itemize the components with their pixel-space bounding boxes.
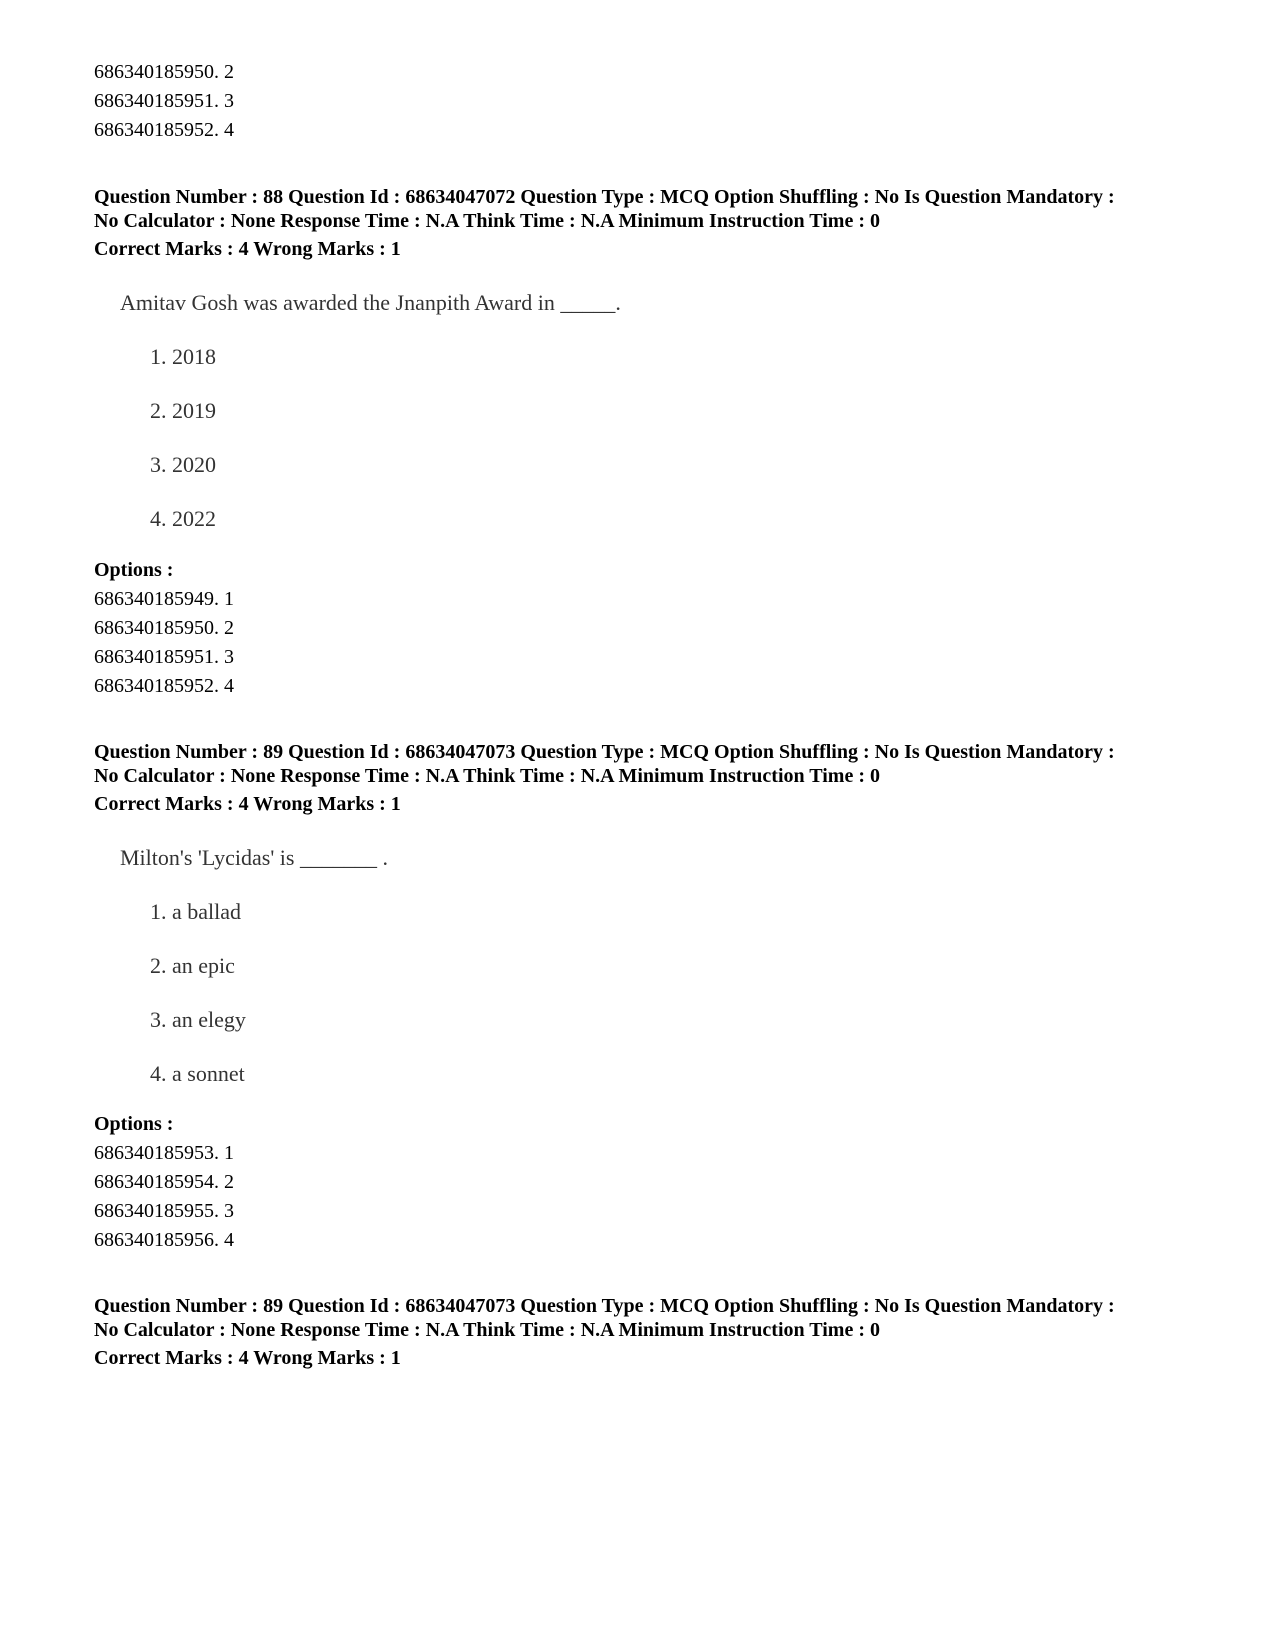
question-88-choice: 2. 2019 (150, 398, 216, 423)
question-89-choice: 1. a ballad (150, 899, 242, 924)
option-line: 686340185950. 2 (94, 61, 234, 83)
question-88-marks: Correct Marks : 4 Wrong Marks : 1 (94, 238, 401, 260)
question-89-repeat-marks: Correct Marks : 4 Wrong Marks : 1 (94, 1347, 401, 1369)
question-89-marks: Correct Marks : 4 Wrong Marks : 1 (94, 793, 401, 815)
option-line: 686340185951. 3 (94, 90, 234, 112)
question-89-repeat-header-line1: Question Number : 89 Question Id : 68634047073 Question Type : MCQ Option Shuffling : No Is Question Mandatory : (94, 1295, 1115, 1317)
question-88-header-line2: No Calculator : None Response Time : N.A Think Time : N.A Minimum Instruction Time : 0 (94, 210, 880, 232)
question-89-header-line1: Question Number : 89 Question Id : 68634047073 Question Type : MCQ Option Shuffling : No Is Question Mandatory : (94, 741, 1115, 763)
question-88-header-line1: Question Number : 88 Question Id : 68634047072 Question Type : MCQ Option Shuffling : No Is Question Mandatory : (94, 186, 1115, 208)
question-89-repeat-header-line2: No Calculator : None Response Time : N.A Think Time : N.A Minimum Instruction Time : 0 (94, 1319, 880, 1341)
option-line: 686340185955. 3 (94, 1200, 234, 1222)
option-line: 686340185949. 1 (94, 588, 234, 610)
question-88-choice: 4. 2022 (150, 506, 216, 531)
question-89-header-line2: No Calculator : None Response Time : N.A Think Time : N.A Minimum Instruction Time : 0 (94, 765, 880, 787)
option-line: 686340185950. 2 (94, 617, 234, 639)
question-89-choice: 3. an elegy (150, 1007, 246, 1032)
question-88-text: Amitav Gosh was awarded the Jnanpith Award in _____. (120, 290, 621, 315)
question-88-choice: 3. 2020 (150, 452, 216, 477)
question-89-choice: 2. an epic (150, 953, 235, 978)
option-line: 686340185953. 1 (94, 1142, 234, 1164)
question-88-choice: 1. 2018 (150, 344, 216, 369)
option-line: 686340185952. 4 (94, 119, 234, 141)
option-line: 686340185956. 4 (94, 1229, 234, 1251)
question-89-choice: 4. a sonnet (150, 1061, 245, 1086)
question-88-options-label: Options : (94, 559, 174, 581)
question-89-text: Milton's 'Lycidas' is _______ . (120, 845, 388, 870)
question-89-options-label: Options : (94, 1113, 174, 1135)
option-line: 686340185954. 2 (94, 1171, 234, 1193)
option-line: 686340185951. 3 (94, 646, 234, 668)
option-line: 686340185952. 4 (94, 675, 234, 697)
